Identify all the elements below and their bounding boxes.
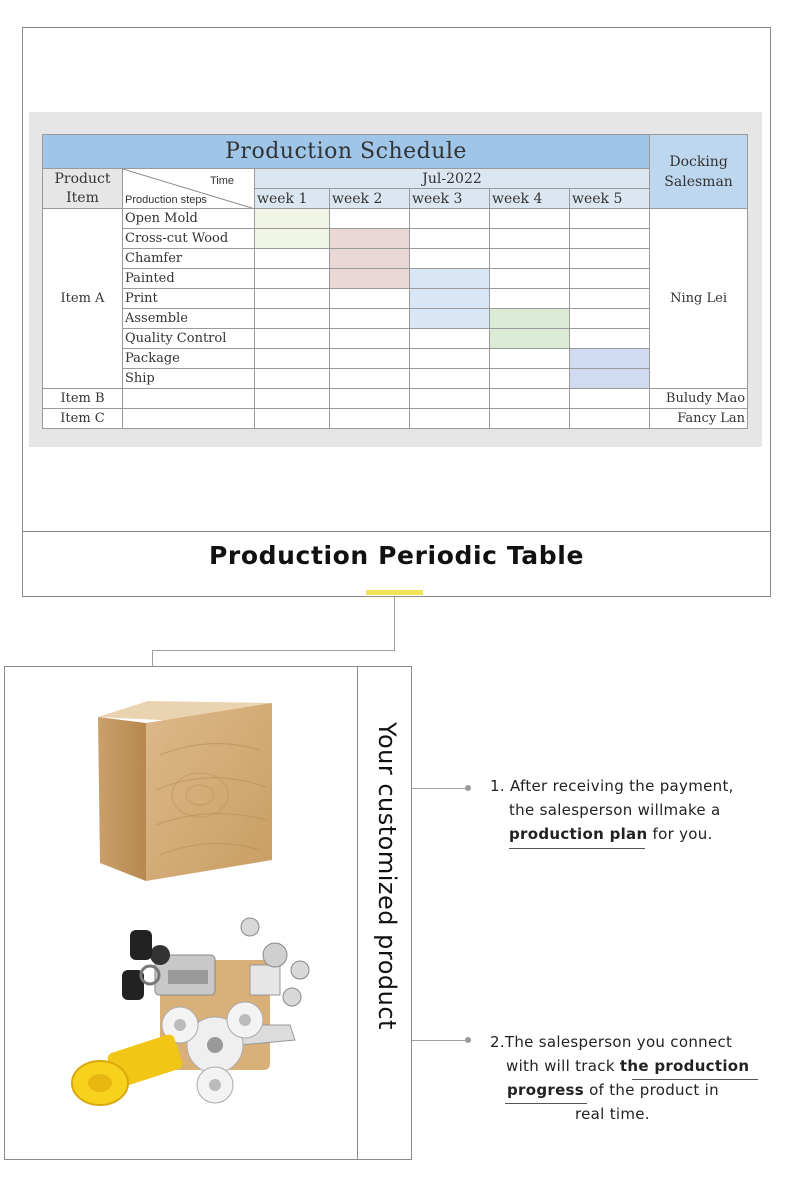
schedule-cell [490,389,570,409]
busy-block-toy-image [60,915,320,1115]
schedule-cell [330,209,410,229]
note-2-line-3 [490,1078,785,1102]
schedule-cell [570,269,650,289]
section-title: Production Periodic Table [209,541,584,570]
schedule-cell [490,309,570,329]
step-quality-control: Quality Control [123,329,255,349]
vertical-label-wrap [363,722,407,1082]
note-2 [490,1030,785,1126]
connector-line [394,597,395,651]
item-b-cell: Item B [43,389,123,409]
note-2-line-3b: of the product in [584,1081,719,1099]
schedule-cell [490,349,570,369]
production-schedule-table [42,134,748,429]
docking-salesman-header: Docking Salesman [650,135,748,209]
schedule-cell [255,269,330,289]
schedule-cell [570,209,650,229]
schedule-cell [255,289,330,309]
accent-bar [366,590,423,595]
schedule-cell [255,209,330,229]
month-header: Jul-2022 [255,169,650,189]
schedule-cell [410,209,490,229]
step-chamfer: Chamfer [123,249,255,269]
connector-line [152,650,395,651]
schedule-cell [410,269,490,289]
schedule-cell [255,349,330,369]
schedule-cell [330,369,410,389]
schedule-cell [255,229,330,249]
note-1-tail: for you. [647,825,713,843]
connector-line [152,650,153,666]
week-header-2: week 2 [330,189,410,209]
schedule-cell [255,369,330,389]
schedule-cell [330,389,410,409]
step-print: Print [123,289,255,309]
schedule-cell [330,409,410,429]
schedule-cell [330,349,410,369]
product-panel-divider [357,666,358,1160]
schedule-cell [410,309,490,329]
schedule-cell [255,389,330,409]
step-painted: Painted [123,269,255,289]
note-1-bold: production plan [509,825,648,843]
note-2-line-1: 2.The salesperson you connect [490,1033,733,1051]
item-a-cell: Item A [43,209,123,389]
schedule-cell [330,309,410,329]
schedule-cell [410,349,490,369]
schedule-cell [330,249,410,269]
step-ship: Ship [123,369,255,389]
schedule-cell [410,389,490,409]
note-1-line-2: the salesperson willmake a [509,801,721,819]
schedule-cell [570,289,650,309]
note-1 [490,774,780,846]
note-dot [465,1037,471,1043]
schedule-cell [123,389,255,409]
schedule-cell [410,229,490,249]
note-2-line-4: real time. [575,1105,650,1123]
salesman-item-b: Buludy Mao [650,389,748,409]
schedule-cell [490,369,570,389]
schedule-cell [490,249,570,269]
schedule-cell [570,309,650,329]
schedule-cell [570,329,650,349]
schedule-cell [490,329,570,349]
note-2-line-2 [490,1054,785,1078]
schedule-cell [255,309,330,329]
salesman-item-c: Fancy Lan [650,409,748,429]
note-2-underline [505,1103,587,1104]
week-header-4: week 4 [490,189,570,209]
schedule-cell [570,229,650,249]
schedule-cell [490,209,570,229]
schedule-cell [330,229,410,249]
product-item-header: Product Item [43,169,123,209]
note-1-line-1: 1. After receiving the payment, [490,777,734,795]
item-c-cell: Item C [43,409,123,429]
schedule-cell [570,349,650,369]
schedule-cell [255,329,330,349]
note-2-bold-1: the production [619,1057,750,1075]
step-open-mold: Open Mold [123,209,255,229]
production-steps-label: Production steps [125,194,207,206]
schedule-cell [330,329,410,349]
week-header-5: week 5 [570,189,650,209]
week-header-1: week 1 [255,189,330,209]
salesman-item-a: Ning Lei [650,209,748,389]
note-2-underline [632,1079,758,1080]
time-label: Time [209,175,234,187]
schedule-cell [570,369,650,389]
schedule-cell [330,269,410,289]
wooden-cube-image [90,695,280,885]
schedule-cell [410,289,490,309]
schedule-cell [255,409,330,429]
schedule-cell [410,329,490,349]
schedule-title: Production Schedule [43,135,650,169]
schedule-cell [490,289,570,309]
time-steps-header [123,169,255,209]
note-connector [412,788,467,789]
note-1-line-3 [490,822,780,846]
schedule-cell [570,389,650,409]
schedule-cell [570,409,650,429]
week-header-3: week 3 [410,189,490,209]
production-schedule-table-wrap [42,134,747,428]
note-connector [412,1040,467,1041]
step-assemble: Assemble [123,309,255,329]
note-1-underline [509,848,645,849]
schedule-cell [330,289,410,309]
schedule-cell [123,409,255,429]
schedule-cell [490,409,570,429]
schedule-cell [410,409,490,429]
schedule-cell [490,269,570,289]
vertical-label: Your customized product [373,722,401,1030]
schedule-cell [255,249,330,269]
schedule-cell [490,229,570,249]
schedule-cell [570,249,650,269]
step-cross-cut-wood: Cross-cut Wood [123,229,255,249]
step-package: Package [123,349,255,369]
panel-divider [22,531,771,532]
schedule-cell [410,249,490,269]
note-2-bold-2: progress [507,1081,585,1099]
note-dot [465,785,471,791]
schedule-cell [410,369,490,389]
note-2-line-2a: with will track [506,1057,620,1075]
